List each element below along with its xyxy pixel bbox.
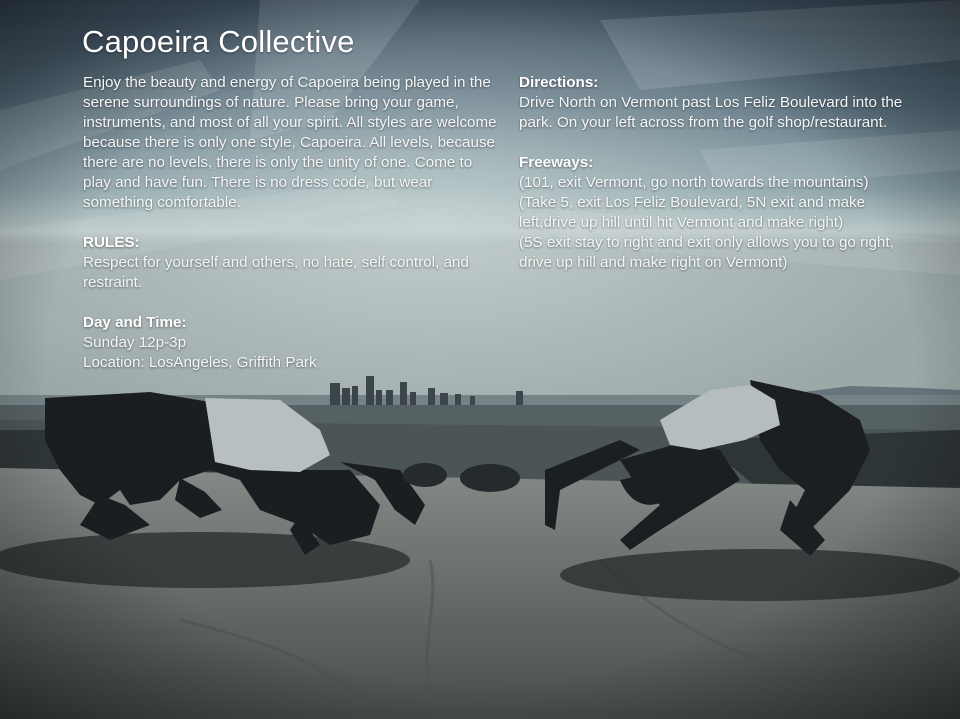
intro-text: Enjoy the beauty and energy of Capoeira being played in the serene surroundings of nature. Please bring your game, instruments, and most of all your spirit. All styles are welcome because there is only one style, Capoeira. All levels, because there are no levels, there is only the unity of one. Come to play and have fun. There is no dress code, but wear something comfortable. — [83, 74, 497, 211]
left-column — [83, 73, 503, 373]
directions-heading: Directions: — [519, 74, 599, 91]
schedule-day-time: Sunday 12p-3p — [83, 334, 187, 351]
directions-text: Drive North on Vermont past Los Feliz Boulevard into the park. On your left across from the golf shop/restaurant. — [519, 94, 903, 131]
rules-text: Respect for yourself and others, no hate, self control, and restraint. — [83, 254, 469, 291]
freeway-item: (Take 5, exit Los Feliz Boulevard, 5N exit and make left,drive up hill until hit Vermont and make right) — [519, 194, 866, 231]
right-column — [519, 73, 919, 273]
freeway-item: (101, exit Vermont, go north towards the mountains) — [519, 174, 869, 191]
rules-heading: RULES: — [83, 234, 140, 251]
schedule-location: Location: LosAngeles, Griffith Park — [83, 354, 317, 371]
freeways-heading: Freeways: — [519, 154, 594, 171]
page-title: Capoeira Collective — [82, 24, 355, 59]
schedule-heading: Day and Time: — [83, 314, 187, 331]
freeway-item: (5S exit stay to right and exit only allows you to go right, drive up hill and make right on Vermont) — [519, 234, 894, 271]
